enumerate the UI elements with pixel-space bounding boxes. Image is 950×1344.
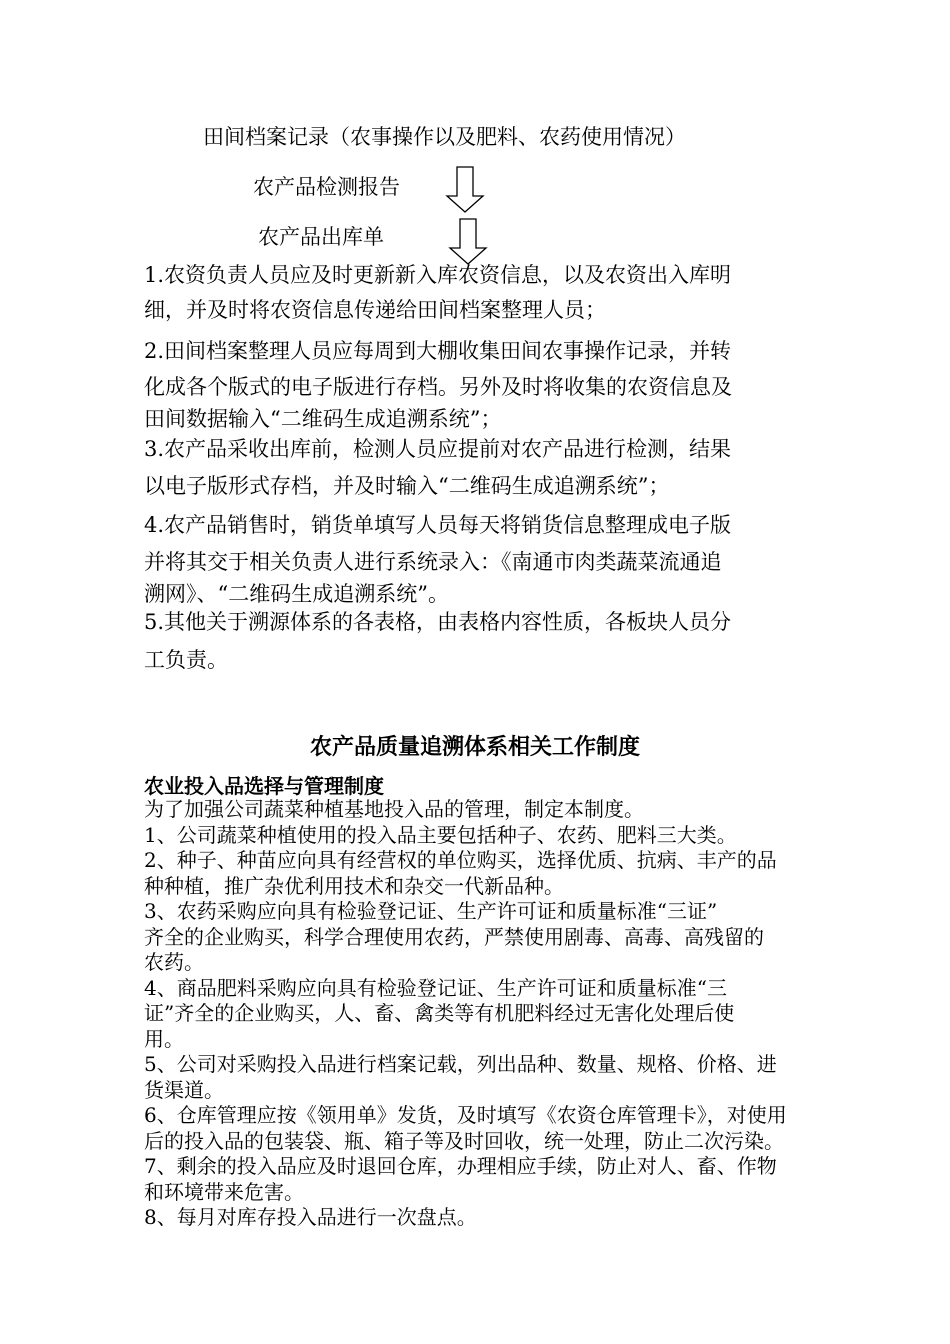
rule-line: 1、公司蔬菜种植使用的投入品主要包括种子、农药、肥料三大类。: [144, 822, 737, 847]
duty-line: 细，并及时将农资信息传递给田间档案整理人员；: [144, 298, 606, 322]
duty-paragraph-5: [144, 604, 814, 680]
flow-step-field-records: 田间档案记录（农事操作以及肥料、农药使用情况）: [203, 125, 686, 149]
rule-line: 齐全的企业购买，科学合理使用农药，严禁使用剧毒、高毒、高残留的: [144, 924, 764, 949]
duty-line: 5.其他关于溯源体系的各表格，由表格内容性质，各板块人员分: [144, 610, 732, 634]
rule-line: 证”齐全的企业购买，人、畜、禽类等有机肥料经过无害化处理后使: [144, 1001, 735, 1025]
duty-paragraph-4: [144, 507, 814, 607]
rule-line: 农药。: [144, 950, 204, 974]
rule-line: 种种植，推广杂优利用技术和杂交一代新品种。: [144, 873, 564, 898]
rule-line: 3、农药采购应向具有检验登记证、生产许可证和质量标准“三证”: [144, 899, 718, 923]
rule-line: 6、仓库管理应按《领用单》发货，及时填写《农资仓库管理卡》，对使用: [144, 1103, 787, 1127]
rule-line: 7、剩余的投入品应及时退回仓库，办理相应手续，防止对人、畜、作物: [144, 1154, 777, 1178]
rule-line: 用。: [144, 1026, 184, 1051]
duty-line: 田间数据输入“二维码生成追溯系统”；: [144, 407, 502, 431]
duty-line: 3.农产品采收出库前，检测人员应提前对农产品进行检测，结果: [144, 437, 732, 461]
duty-line: 并将其交于相关负责人进行系统录入：《南通市肉类蔬菜流通追: [144, 550, 722, 574]
rule-line: 5、公司对采购投入品进行档案记载，列出品种、数量、规格、价格、进: [144, 1052, 777, 1076]
rule-line: 和环境带来危害。: [144, 1179, 304, 1204]
rule-line: 为了加强公司蔬菜种植基地投入品的管理，制定本制度。: [144, 797, 644, 821]
rule-list: [144, 797, 834, 1231]
rule-line: 2、种子、种苗应向具有经营权的单位购买，选择优质、抗病、丰产的品: [144, 848, 777, 872]
rule-line: 4、商品肥料采购应向具有检验登记证、生产许可证和质量标准“三: [144, 975, 727, 1000]
duty-line: 化成各个版式的电子版进行存档。另外及时将收集的农资信息及: [144, 375, 732, 399]
duty-paragraph-2: [144, 334, 814, 432]
rule-line: 8、每月对库存投入品进行一次盘点。: [144, 1205, 477, 1229]
duty-paragraph-3: [144, 431, 814, 505]
flow-step-outbound-slip: 农产品出库单: [258, 225, 384, 249]
duty-line: 以电子版形式存档，并及时输入“二维码生成追溯系统”；: [144, 474, 670, 498]
duty-paragraph-1: [144, 258, 814, 328]
duty-line: 4.农产品销售时，销货单填写人员每天将销货信息整理成电子版: [144, 513, 732, 537]
duty-line: 1.农资负责人员应及时更新新入库农资信息，以及农资出入库明: [144, 263, 732, 287]
rule-line: 货渠道。: [144, 1077, 224, 1102]
document-title: 农产品质量追溯体系相关工作制度: [309, 734, 640, 760]
flow-step-inspection-report: 农产品检测报告: [253, 175, 400, 199]
duty-line: 溯网》、“二维码生成追溯系统”。: [144, 582, 449, 606]
duty-line: 2.田间档案整理人员应每周到大棚收集田间农事操作记录，并转: [144, 339, 732, 363]
section-heading: 农业投入品选择与管理制度: [144, 774, 384, 798]
duty-line: 工负责。: [144, 648, 228, 672]
rule-line: 后的投入品的包装袋、瓶、箱子等及时回收，统一处理，防止二次污染。: [144, 1128, 784, 1153]
down-arrow-icon: [445, 166, 485, 214]
